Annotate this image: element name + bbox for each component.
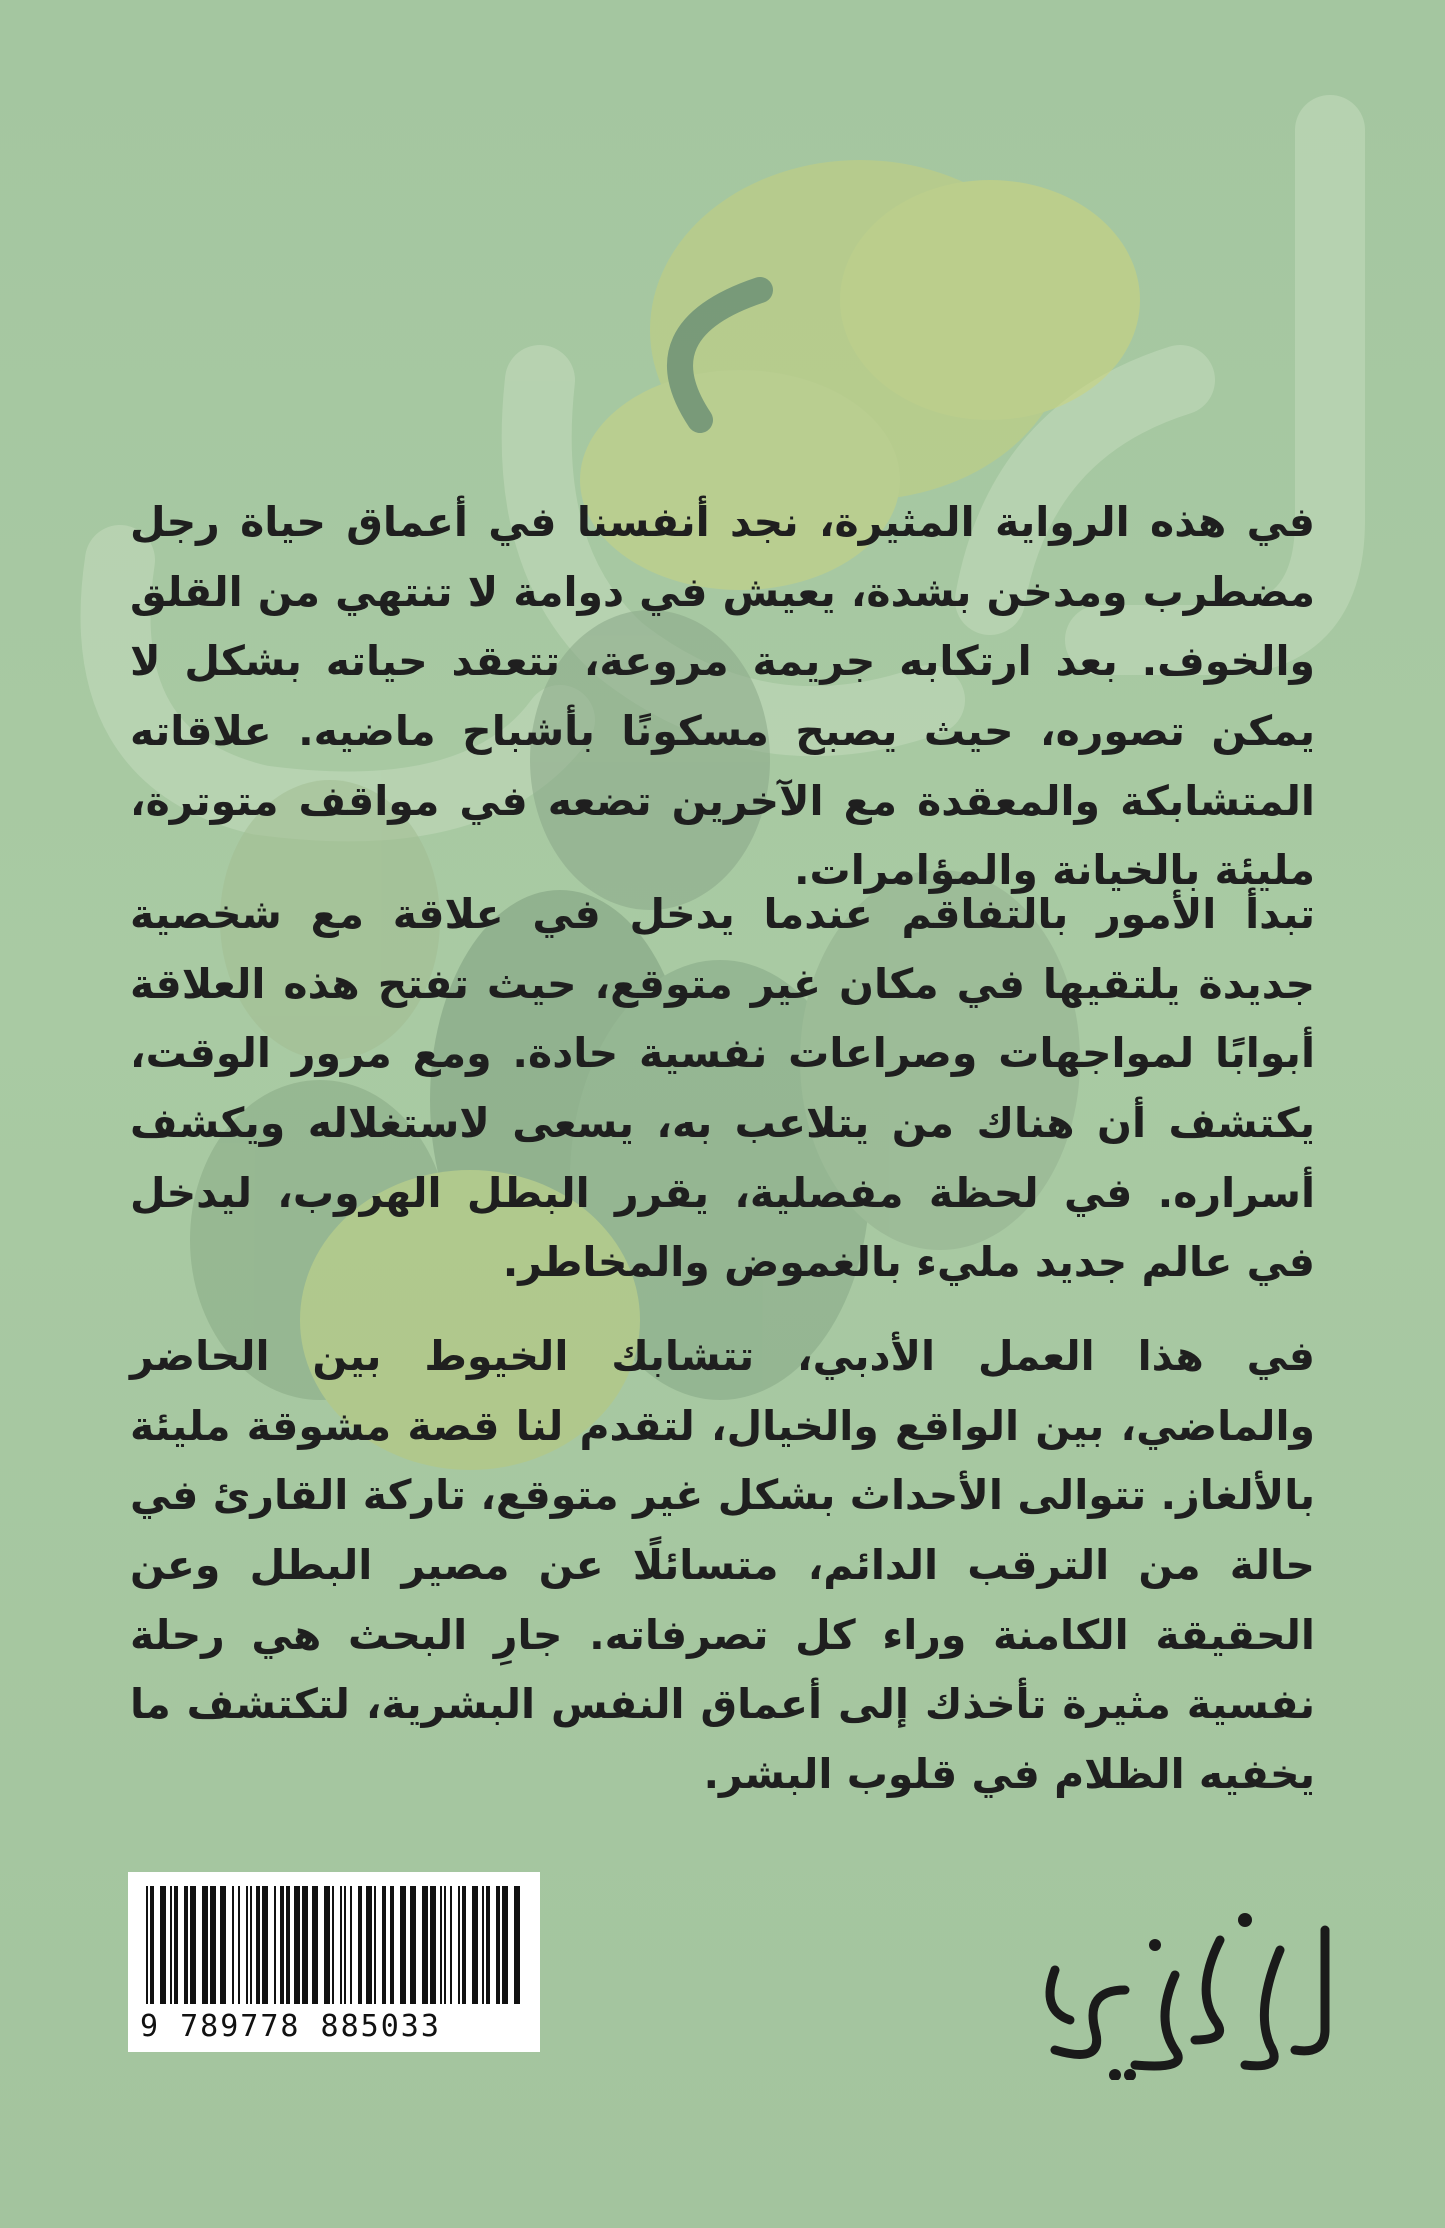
barcode-bar [462,1886,466,2004]
description-paragraph: تبدأ الأمور بالتفاقم عندما يدخل في علاقة مع شخصية جديدة يلتقيها في مكان غير متوقع، حيث تفتح هذه العلاقة أبوابًا لمواجهات وصراعات نفسية حادة. ومع مرور الوقت، يكتشف أن هناك من يتلاعب به، يسعى لاستغلاله ويكشف أسراره. في لحظة مفصلية، يقرر البطل الهروب، ليدخل في عالم جديد مليء بالغموض والمخاطر. [130,890,1315,1287]
barcode-bar [232,1886,234,2004]
barcode-bar [238,1886,240,2004]
barcode-bar [256,1886,260,2004]
barcode-bar [366,1886,372,2004]
barcode-bar [482,1886,484,2004]
barcode-bar [486,1886,490,2004]
publisher-logo [1015,1880,1360,2080]
barcode-bar [374,1886,376,2004]
barcode-bar [150,1886,154,2004]
barcode-bar [262,1886,268,2004]
barcode-bar [246,1886,248,2004]
barcode-bar [472,1886,478,2004]
barcode-bar [502,1886,508,2004]
barcode-bar [410,1886,416,2004]
barcode-bar [202,1886,208,2004]
barcode-bar [390,1886,394,2004]
barcode-bar [440,1886,442,2004]
barcode-bar [190,1886,196,2004]
barcode-bar [210,1886,216,2004]
barcode-bar [170,1886,172,2004]
barcode-bar [302,1886,308,2004]
barcode-bar [286,1886,290,2004]
barcode-bar [294,1886,300,2004]
isbn-barcode [128,1872,540,2052]
barcode-bar [444,1886,446,2004]
barcode-bar [250,1886,252,2004]
barcode-bar [184,1886,188,2004]
barcode-bar [324,1886,330,2004]
barcode-bar [160,1886,166,2004]
barcode-bar [382,1886,386,2004]
barcode-bar [430,1886,436,2004]
barcode-bar [496,1886,500,2004]
description-paragraph: في هذا العمل الأدبي، تتشابك الخيوط بين الحاضر والماضي، بين الواقع والخيال، لتقدم لنا قصة مشوقة مليئة بالألغاز. تتوالى الأحداث بشكل غير متوقع، تاركة القارئ في حالة من الترقب الدائم، متسائلًا عن مصير البطل وعن الحقيقة الكامنة وراء كل تصرفاته. جارِ البحث هي رحلة نفسية مثيرة تأخذك إلى أعماق النفس البشرية، لتكتشف ما يخفيه الظلام في قلوب البشر. [130,1332,1315,1799]
barcode-bar [312,1886,318,2004]
barcode-bar [280,1886,284,2004]
barcode-bar [458,1886,460,2004]
barcode-bar [358,1886,362,2004]
barcode-bar [400,1886,406,2004]
barcode-bar [422,1886,428,2004]
barcode-bar [274,1886,276,2004]
barcode-bar [220,1886,226,2004]
barcode-bar [332,1886,334,2004]
barcode-bar [146,1886,148,2004]
barcode-bars [146,1886,522,2004]
barcode-bar [514,1886,520,2004]
isbn-number: 9 789778 885033 [140,2009,441,2044]
barcode-bar [174,1886,178,2004]
barcode-bar [340,1886,342,2004]
description-paragraph: في هذه الرواية المثيرة، نجد أنفسنا في أعماق حياة رجل مضطرب ومدخن بشدة، يعيش في دوامة لا تنتهي من القلق والخوف. بعد ارتكابه جريمة مروعة، تتعقد حياته بشكل لا يمكن تصوره، حيث يصبح مسكونًا بأشباح ماضيه. علاقاته المتشابكة والمعقدة مع الآخرين تضعه في مواقف متوترة، مليئة بالخيانة والمؤامرات. [130,498,1315,895]
barcode-bar [344,1886,346,2004]
barcode-bar [450,1886,452,2004]
barcode-bar [350,1886,352,2004]
